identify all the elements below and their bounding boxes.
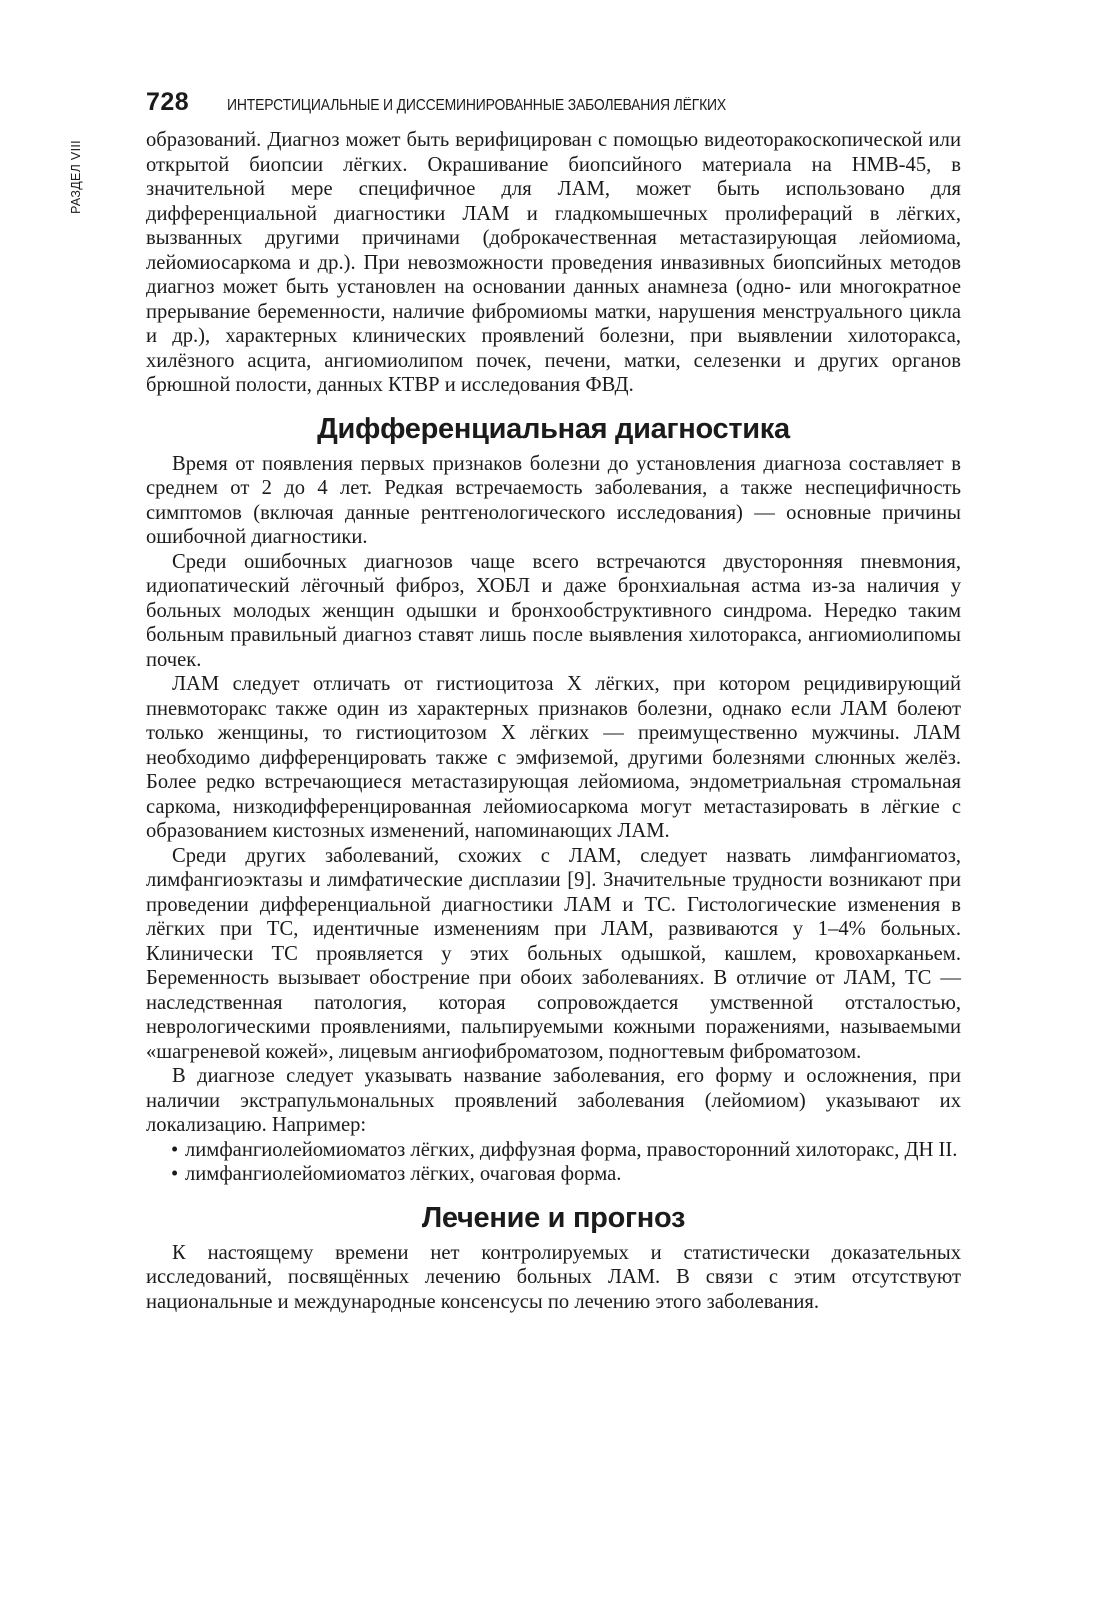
paragraph: Среди ошибочных диагнозов чаще всего встречаются двусторонняя пневмония, идиопатический лёгочный фиброз, ХОБЛ и даже бронхиальная астма из-за наличия у больных молодых женщин одышки и бронхообструктивного синдрома. Нередко таким больным правильный диагноз ставят лишь после выявления хилоторакса, ангиомиолипомы почек. — [146, 550, 961, 671]
paragraph: ЛАМ следует отличать от гистиоцитоза X лёгких, при котором рецидивирующий пневмоторакс также один из характерных признаков болезни, однако если ЛАМ болеют только женщины, то гистиоцитозом X лёгких — преимущественно мужчины. ЛАМ необходимо дифференцировать также с эмфиземой, другими болезнями слюнных желёз. Более редко встречающиеся метастазирующая лейомиома, эндометриальная стромальная саркома, низкодифференцированная лейомиосаркома могут метастазировать в лёгкие с образованием кистозных изменений, напоминающих ЛАМ. — [146, 673, 961, 842]
running-head — [146, 88, 976, 117]
paragraph: К настоящему времени нет контролируемых и статистически доказательных исследований, посвящённых лечению больных ЛАМ. В связи с этим отсутствуют национальные и международные консенсусы по лечению этого заболевания. — [146, 1241, 961, 1313]
running-title: ИНТЕРСТИЦИАЛЬНЫЕ И ДИССЕМИНИРОВАННЫЕ ЗАБОЛЕВАНИЯ ЛЁГКИХ — [227, 97, 727, 114]
list-item: • лимфангиолейомиоматоз лёгких, диффузная форма, правосторонний хилоторакс, ДН II. — [171, 1138, 961, 1163]
page-body — [146, 128, 961, 1314]
paragraph: В диагнозе следует указывать название заболевания, его форму и осложнения, при наличии экстрапульмональных проявлений заболевания (лейомиом) указывают их локализацию. Например: — [146, 1065, 961, 1136]
paragraph: Среди других заболеваний, схожих с ЛАМ, следует назвать лимфангиоматоз, лимфангиоэктазы и лимфатические дисплазии [9]. Значительные трудности возникают при проведении дифференциальной диагностики ЛАМ и ТС. Гистологические изменения в лёгких при ТС, идентичные изменениям при ЛАМ, развиваются у 1–4% больных. Клинически ТС проявляется у этих больных одышкой, кашлем, кровохарканьем. Беременность вызывает обострение при обоих заболеваниях. В отличие от ЛАМ, ТС — наследственная патология, которая сопровождается умственной отсталостью, неврологическими проявлениями, пальпируемыми кожными поражениями, называемыми «шагреневой кожей», лицевым ангиофиброматозом, подногтевым фиброматозом. — [146, 844, 961, 1063]
paragraph: Время от появления первых признаков болезни до установления диагноза составляет в среднем от 2 до 4 лет. Редкая встречаемость заболевания, а также неспецифичность симптомов (включая данные рентгенологического исследования) — основные причины ошибочной диагностики. — [146, 452, 961, 548]
diagnosis-examples-list — [146, 1138, 961, 1187]
section-tab-label: РАЗДЕЛ VIII — [69, 140, 83, 214]
list-item: • лимфангиолейомиоматоз лёгких, очаговая форма. — [171, 1162, 961, 1187]
page-number: 728 — [146, 88, 190, 116]
section-tab — [64, 132, 88, 222]
section-heading-treatment: Лечение и прогноз — [421, 1201, 686, 1234]
intro-paragraph: образований. Диагноз может быть верифицирован с помощью видеоторакоскопической или открытой биопсии лёгких. Окрашивание биопсийного материала на HMB-45, в значительной мере специфичное для ЛАМ, может быть использовано для дифференциальной диагностики ЛАМ и гладкомышечных пролифераций в лёгких, вызванных другими причинами (доброкачественная метастазирующая лейомиома, лейомиосаркома и др.). При невозможности проведения инвазивных биопсийных методов диагноз может быть установлен на основании данных анамнеза (одно- или многократное прерывание беременности, наличие фибромиомы матки, нарушения менструального цикла и др.), характерных клинических проявлений болезни, при выявлении хилоторакса, хилёзного асцита, ангиомиолипом почек, печени, матки, селезенки и других органов брюшной полости, данных КТВР и исследования ФВД. — [146, 129, 961, 396]
section-heading-differential: Дифференциальная диагностика — [317, 412, 790, 445]
